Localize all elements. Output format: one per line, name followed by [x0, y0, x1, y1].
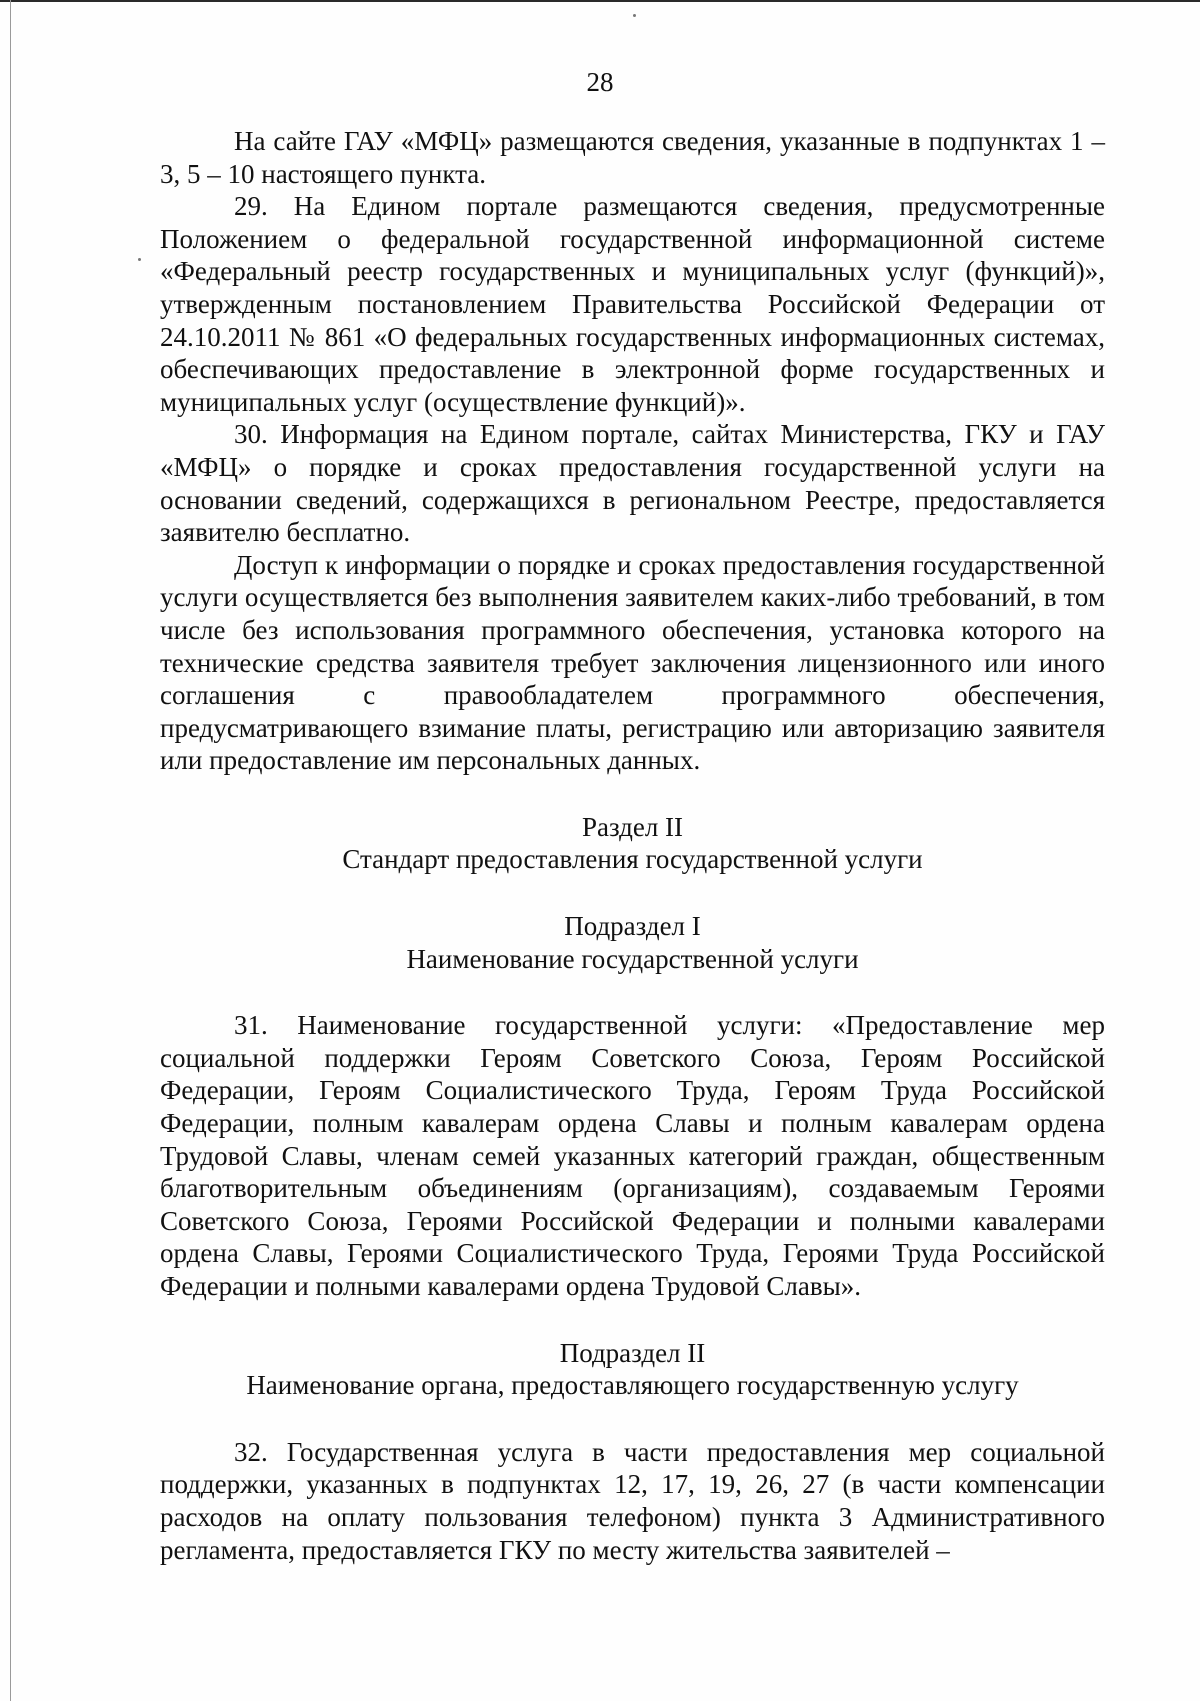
scan-speck [633, 14, 636, 17]
scan-top-border [0, 0, 1200, 2]
section-subtitle: Стандарт предоставления государственной услуги [342, 844, 923, 875]
page-number: 28 [586, 67, 614, 97]
section-title: Раздел II [581, 811, 684, 842]
paragraph-30: 30. Информация на Едином портале, сайтах Министерства, ГКУ и ГАУ «МФЦ» о порядке и сроках предоставления государственной услуги на основании сведений, содержащихся в региональном Реестре, предоставляется заявителю бесплатно. [160, 419, 1105, 548]
paragraph-29: 29. На Едином портале размещаются сведения, предусмотренные Положением о федеральной государственной информационной системе «Федеральный реестр государственных и муниципальных услуг (функций)», утвержденным постановлением Правительства Российской Федерации от 24.10.2011 № 861 «О федеральных государственных информационных системах, обеспечивающих предоставление в электронной форме государственных и муниципальных услуг (осуществление функций)». [160, 191, 1105, 417]
scan-left-border [10, 0, 11, 1701]
paragraph-31: 31. Наименование государственной услуги: «Предоставление мер социальной поддержки Героям Советского Союза, Героям Российской Федерации, Героям Социалистического Труда, Героям Труда Российской Федерации, полным кавалерам ордена Славы и полным кавалерам ордена Трудовой Славы, членам семей указанных категорий граждан, общественным благотворительным объединениям (организациям), создаваемым Героями Советского Союза, Героями Российской Федерации и полными кавалерами ордена Славы, Героями Социалистического Труда, Героями Труда Российской Федерации и полными кавалерами ордена Трудовой Славы». [160, 1010, 1105, 1301]
subsection-2-subtitle: Наименование органа, предоставляющего государственную услугу [246, 1370, 1019, 1401]
subsection-1-subtitle: Наименование государственной услуги [406, 943, 859, 974]
paragraph-access: Доступ к информации о порядке и сроках предоставления государственной услуги осуществляется без выполнения заявителем каких-либо требований, в том числе без использования программного обеспечения, установка которого на технические средства заявителя требует заключения лицензионного или иного соглашения с правообладателем программного обеспечения, предусматривающего взимание платы, регистрацию или авторизацию заявителя или предоставление им персональных данных. [160, 549, 1105, 776]
paragraph-32: 32. Государственная услуга в части предоставления мер социальной поддержки, указанных в подпунктах 12, 17, 19, 26, 27 (в части компенсации расходов на оплату пользования телефоном) пункта 3 Административного регламента, предоставляется ГКУ по месту жительства заявителей – [160, 1436, 1105, 1565]
document-body [160, 125, 1105, 1566]
paragraph-mfc-site: На сайте ГАУ «МФЦ» размещаются сведения, указанные в подпунктах 1 – 3, 5 – 10 настоящего пункта. [160, 126, 1105, 189]
scan-speck [138, 258, 141, 261]
subsection-2-title: Подраздел II [559, 1337, 706, 1368]
subsection-1-title: Подраздел I [564, 911, 701, 942]
